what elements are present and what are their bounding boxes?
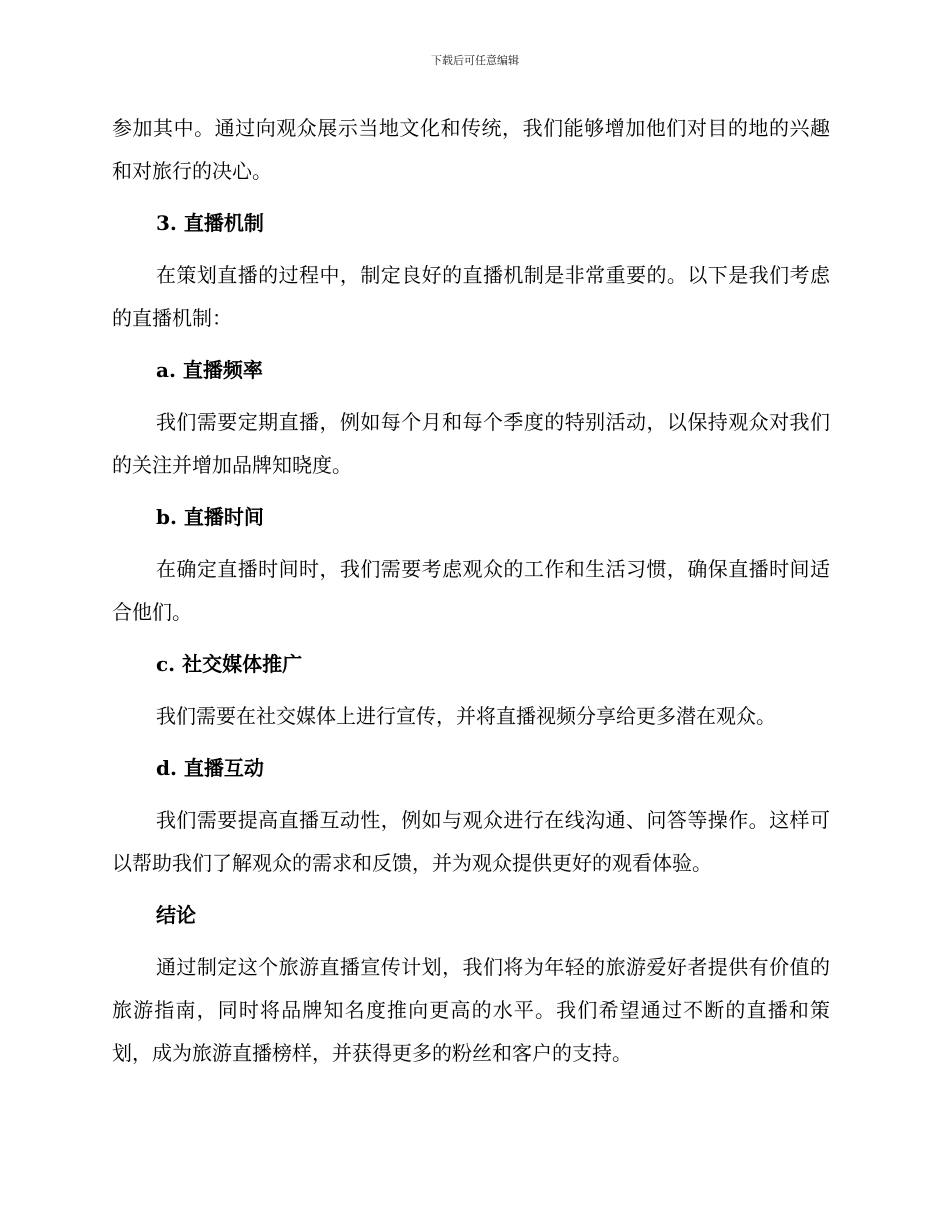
subheading-live-frequency: a. 直播频率 <box>156 358 263 382</box>
section-heading-live-mechanism: 3. 直播机制 <box>156 211 264 235</box>
subheading-social-media-promotion: c. 社交媒体推广 <box>156 652 303 676</box>
subheading-live-interaction: d. 直播互动 <box>156 756 264 780</box>
page-header: 下载后可任意编辑 <box>431 54 519 67</box>
paragraph-conclusion: 通过制定这个旅游直播宣传计划，我们将为年轻的旅游爱好者提供有价值的旅游指南，同时将品牌知名度推向更高的水平。我们希望通过不断的直播和策划，成为旅游直播榜样，并获得更多的粉丝和客户的支持。 <box>112 955 830 1065</box>
paragraph-live-interaction: 我们需要提高直播互动性，例如与观众进行在线沟通、问答等操作。这样可以帮助我们了解观众的需求和反馈，并为观众提供更好的观看体验。 <box>112 808 830 875</box>
section-heading-conclusion: 结论 <box>156 903 196 927</box>
subheading-live-time: b. 直播时间 <box>156 505 264 529</box>
paragraph-intro-continued: 参加其中。通过向观众展示当地文化和传统，我们能够增加他们对目的地的兴趣和对旅行的决心。 <box>112 116 830 183</box>
document-body <box>112 107 830 1075</box>
paragraph-social-media-promotion: 我们需要在社交媒体上进行宣传，并将直播视频分享给更多潜在观众。 <box>156 704 776 728</box>
paragraph-live-mechanism: 在策划直播的过程中，制定良好的直播机制是非常重要的。以下是我们考虑的直播机制： <box>112 263 830 330</box>
paragraph-live-time: 在确定直播时间时，我们需要考虑观众的工作和生活习惯，确保直播时间适合他们。 <box>112 557 830 624</box>
paragraph-live-frequency: 我们需要定期直播，例如每个月和每个季度的特别活动，以保持观众对我们的关注并增加品牌知晓度。 <box>112 410 830 477</box>
